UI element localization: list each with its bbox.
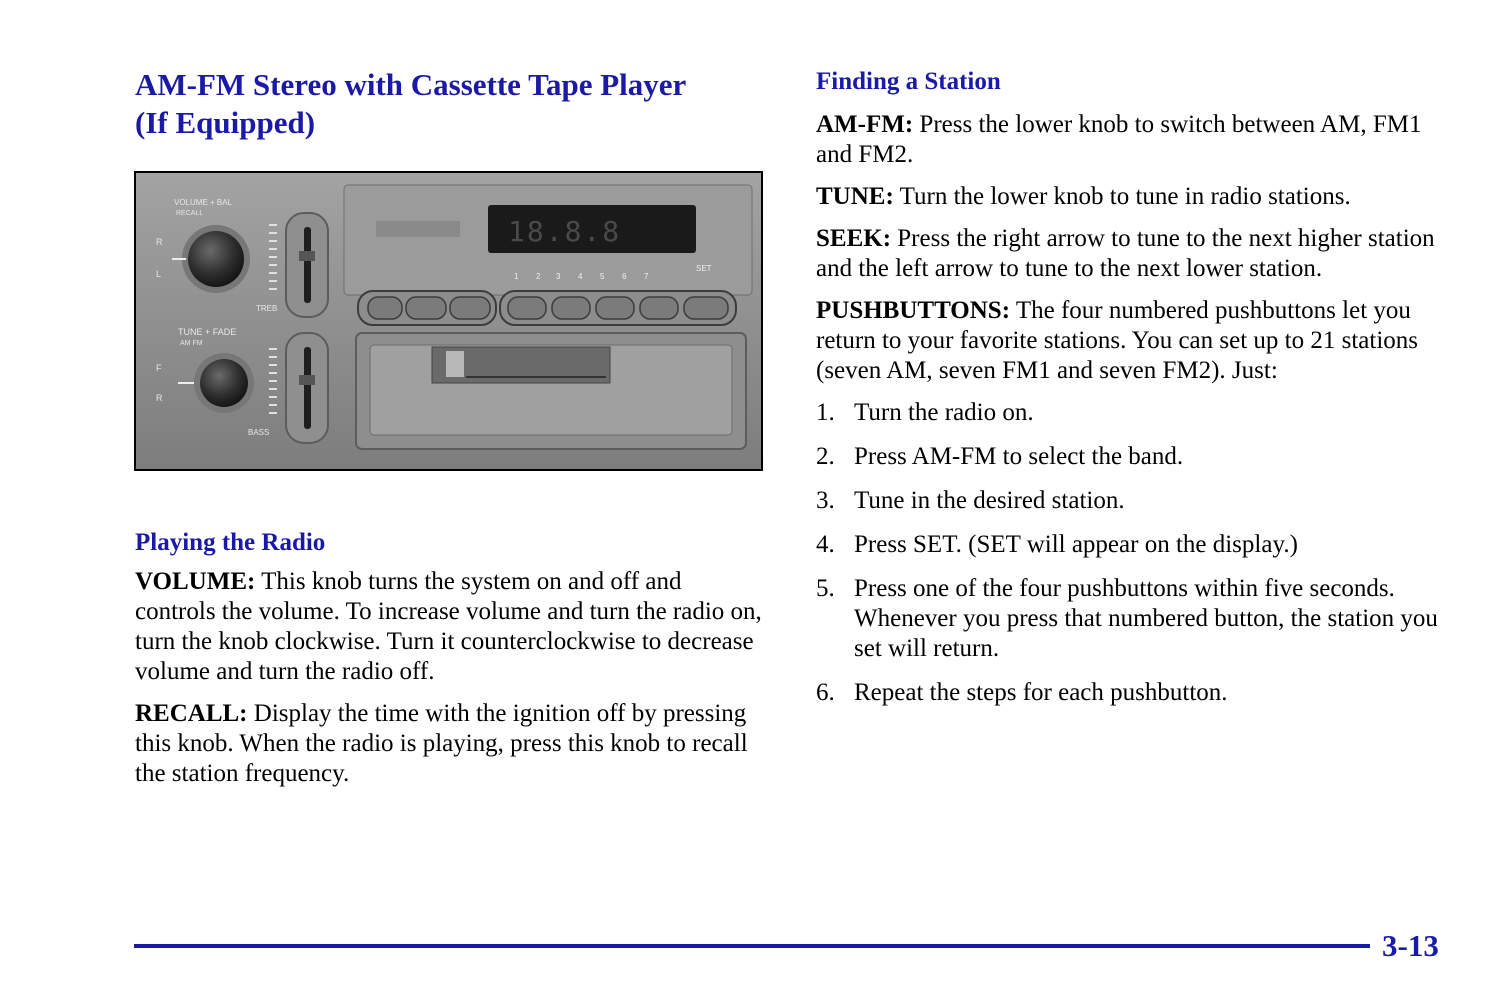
step-text: Repeat the steps for each pushbutton. — [854, 679, 1228, 706]
label-amfm: AM FM — [180, 340, 203, 347]
bass-slider-slot — [304, 347, 311, 429]
step-number: 4. — [816, 531, 835, 558]
radio-illustration — [134, 171, 763, 471]
list-item — [816, 678, 1456, 708]
step-number: 1. — [816, 399, 835, 426]
amfm-paragraph — [816, 110, 1456, 170]
page-title — [135, 66, 765, 142]
label-bass: BASS — [248, 428, 270, 437]
label-l: L — [156, 269, 162, 279]
list-item — [816, 486, 1456, 516]
preset-button-1 — [508, 297, 546, 319]
volume-knob — [188, 231, 244, 287]
pushbuttons-text: The four numbered pushbuttons let you return to your favorite stations. You can set up to 21 stations (seven AM, seven FM1 and seven FM2). Just: — [816, 297, 1419, 384]
set-button — [684, 297, 728, 319]
step-number: 6. — [816, 679, 835, 706]
step-text: Press AM-FM to select the band. — [854, 443, 1184, 470]
seek-right-button — [406, 297, 446, 319]
finding-heading: Finding a Station — [816, 68, 1001, 95]
volume-paragraph — [135, 567, 765, 687]
page-title-line1: AM-FM Stereo with Cassette Tape Player — [135, 67, 687, 102]
step-text: Press SET. (SET will appear on the display.) — [854, 531, 1298, 558]
cassette-latch — [446, 351, 464, 377]
left-column — [135, 66, 765, 142]
list-item — [816, 398, 1456, 428]
volume-text: This knob turns the system on and off and controls the volume. To increase volume and turn the radio on, turn the knob clockwise. Turn it counterclockwise to decrease volume and turn the radio off. — [135, 568, 762, 685]
playing-section — [135, 527, 765, 801]
seek-left-button — [368, 297, 402, 319]
lcd-digits: 18.8.8 — [508, 215, 622, 248]
amfm-text: Press the lower knob to switch between AM, FM1 and FM2. — [816, 111, 1422, 168]
preset-num-4: 4 — [578, 272, 583, 281]
pushbuttons-paragraph — [816, 296, 1456, 386]
treble-slider-thumb — [299, 251, 315, 261]
label-set: SET — [696, 264, 712, 273]
tune-paragraph — [816, 182, 1456, 212]
recall-term: RECALL: — [135, 700, 248, 727]
preset-button-2 — [552, 297, 590, 319]
list-item — [816, 442, 1456, 472]
page-title-line2: (If Equipped) — [135, 105, 316, 140]
seek-term: SEEK: — [816, 225, 892, 252]
seek-text: Press the right arrow to tune to the next higher station and the left arrow to tune to the next lower station. — [816, 225, 1435, 282]
recall-paragraph — [135, 699, 765, 789]
pushbuttons-term: PUSHBUTTONS: — [816, 297, 1011, 324]
treble-slider-slot — [304, 227, 311, 303]
preset-button-3 — [596, 297, 634, 319]
step-number: 2. — [816, 443, 835, 470]
seek-paragraph — [816, 224, 1456, 284]
preset-num-1: 1 — [514, 272, 519, 281]
preset-num-7: 7 — [644, 272, 649, 281]
playing-heading: Playing the Radio — [135, 529, 326, 556]
recall-text: Display the time with the ignition off by pressing this knob. When the radio is playing, press this knob to recall the station frequency. — [135, 700, 748, 787]
amfm-term: AM-FM: — [816, 111, 914, 138]
page-number: 3-13 — [1382, 928, 1439, 963]
eject-button — [450, 297, 490, 319]
step-number: 3. — [816, 487, 835, 514]
list-item — [816, 574, 1456, 664]
volume-term: VOLUME: — [135, 568, 256, 595]
label-f: F — [156, 363, 162, 373]
label-tune: TUNE + FADE — [178, 327, 237, 337]
step-text: Press one of the four pushbuttons within five seconds. Whenever you press that numbered button, the station you set will return. — [854, 575, 1438, 662]
brand-plate — [376, 221, 460, 237]
tune-knob — [200, 359, 248, 407]
footer-rule — [134, 944, 1370, 948]
tune-term: TUNE: — [816, 183, 894, 210]
preset-num-2: 2 — [536, 272, 541, 281]
label-treb: TREB — [256, 304, 278, 313]
preset-num-3: 3 — [556, 272, 561, 281]
label-recall: RECALL — [176, 210, 204, 217]
label-volume: VOLUME + BAL — [174, 198, 233, 207]
label-r2: R — [156, 393, 163, 403]
step-text: Tune in the desired station. — [854, 487, 1125, 514]
radio-drawing — [136, 173, 761, 469]
preset-num-6: 6 — [622, 272, 627, 281]
label-r: R — [156, 237, 163, 247]
step-number: 5. — [816, 575, 835, 602]
steps-list — [816, 398, 1456, 708]
step-text: Turn the radio on. — [854, 399, 1034, 426]
preset-button-4 — [640, 297, 678, 319]
bass-slider-thumb — [299, 375, 315, 385]
preset-button-row — [358, 291, 736, 325]
preset-num-5: 5 — [600, 272, 605, 281]
tune-text: Turn the lower knob to tune in radio stations. — [893, 183, 1351, 210]
finding-section — [816, 66, 1456, 722]
list-item — [816, 530, 1456, 560]
